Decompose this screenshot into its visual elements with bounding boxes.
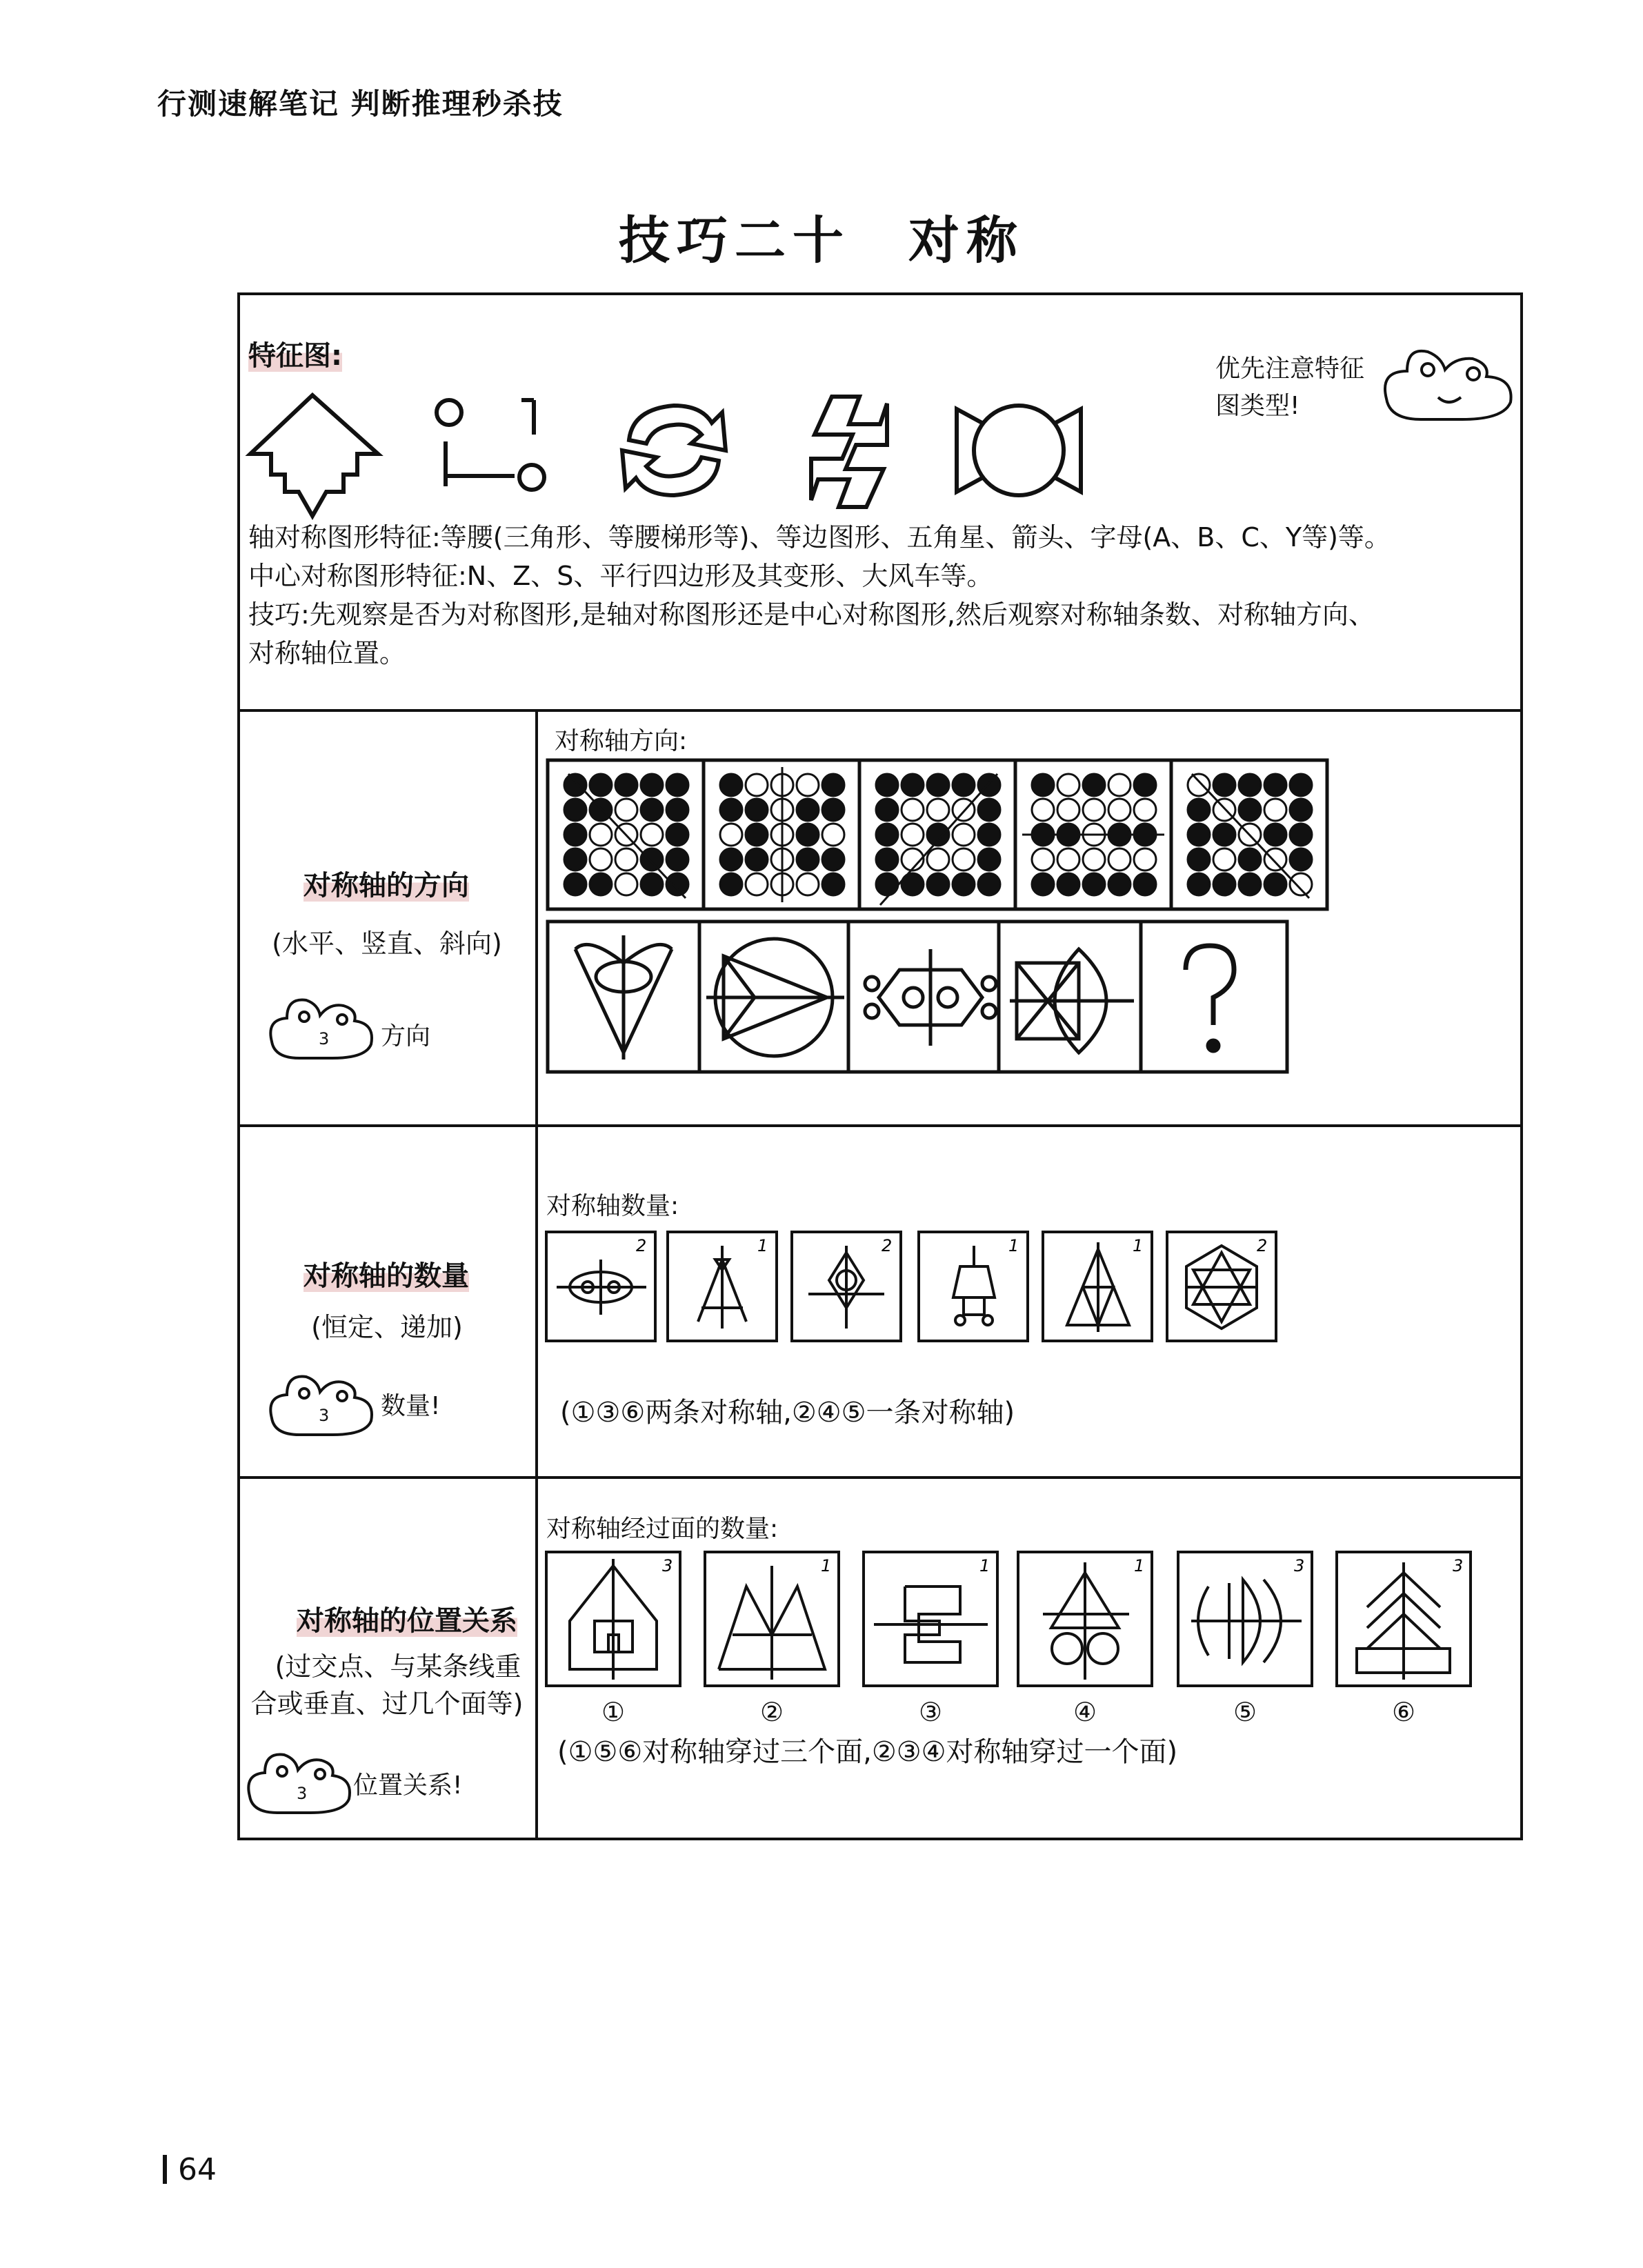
grid-dot	[1188, 799, 1210, 821]
grid-dot	[1134, 873, 1156, 895]
dot-grid-row	[548, 760, 1334, 912]
grid-dot	[876, 774, 898, 796]
s-block-figure	[874, 1586, 988, 1662]
grid-dot	[927, 848, 949, 871]
grid-dot	[564, 873, 586, 895]
grid-dot	[746, 799, 768, 821]
priority-note-line1: 优先注意特征	[1215, 355, 1365, 383]
grid-dot	[590, 873, 612, 895]
grid-dot	[822, 824, 844, 846]
frog-label-direction: 方向	[381, 1022, 431, 1051]
grid-dot	[1134, 848, 1156, 871]
grid-dot	[1057, 799, 1079, 821]
grid-dot	[797, 824, 819, 846]
grid-dot	[615, 799, 637, 821]
grid-dot	[978, 799, 1000, 821]
grid-dot	[797, 873, 819, 895]
grid-dot	[564, 774, 586, 796]
grid-dot	[1264, 848, 1286, 871]
grid-dot	[1057, 774, 1079, 796]
grid-dot	[641, 799, 663, 821]
page-number-bar	[163, 2155, 167, 2184]
surface-count-badge: 3	[1453, 1556, 1464, 1575]
axis-count-badge: 1	[757, 1236, 768, 1255]
axis-count-badge: 1	[1133, 1236, 1144, 1255]
grid-dot	[1188, 873, 1210, 895]
arrow-shape-icon	[247, 392, 385, 523]
grid-dot	[641, 873, 663, 895]
grid-dot	[720, 848, 742, 871]
svg-text:3: 3	[297, 1784, 308, 1803]
grid-dot	[1188, 848, 1210, 871]
tree-figure	[1357, 1562, 1450, 1680]
grid-dot	[797, 799, 819, 821]
grid-dot	[1264, 799, 1286, 821]
running-header: 行测速解笔记 判断推理秒杀技	[157, 87, 564, 121]
surface-count-badge: 3	[662, 1556, 673, 1575]
grid-dot	[720, 799, 742, 821]
grid-dot	[1083, 774, 1105, 796]
grid-dot	[564, 848, 586, 871]
grid-dot	[978, 824, 1000, 846]
grid-dot	[641, 774, 663, 796]
grid-dot	[822, 799, 844, 821]
figure-number-2: ②	[760, 1697, 784, 1727]
frog-icon-position	[244, 1748, 355, 1817]
grid-dot	[720, 873, 742, 895]
grid-dot	[1290, 824, 1312, 846]
grid-dot	[1290, 774, 1312, 796]
grid-dot	[1290, 848, 1312, 871]
grid-dot	[1213, 873, 1235, 895]
grid-dot	[564, 799, 586, 821]
grid-dot	[902, 774, 924, 796]
frog-icon	[1380, 344, 1517, 426]
axis-position-title: 对称轴的位置关系	[297, 1605, 517, 1637]
svg-text:3: 3	[319, 1029, 330, 1048]
grid-dot	[1108, 799, 1131, 821]
surface-count-badge: 1	[1134, 1556, 1145, 1575]
hexagon-star-figure	[1186, 1246, 1257, 1329]
grid-dot	[1290, 873, 1312, 895]
feature-label: 特征图:	[248, 340, 342, 372]
grid-dot	[564, 824, 586, 846]
frog-label-position: 位置关系!	[353, 1771, 463, 1800]
grid-dot	[615, 774, 637, 796]
grid-dot	[1032, 799, 1054, 821]
axis-direction-label: 对称轴方向:	[555, 727, 688, 755]
grid-dot	[1188, 774, 1210, 796]
grid-dot	[902, 824, 924, 846]
grid-dot	[720, 774, 742, 796]
grid-dot	[876, 799, 898, 821]
grid-dot	[953, 774, 975, 796]
grid-dot	[746, 774, 768, 796]
grid-dot	[1213, 774, 1235, 796]
grid-dot	[927, 799, 949, 821]
grid-dot	[590, 774, 612, 796]
grid-dot	[1108, 873, 1131, 895]
page-number: 64	[178, 2152, 217, 2187]
axis-position-sub1: (过交点、与某条线重	[275, 1651, 521, 1682]
ellipse-figure	[557, 1260, 646, 1315]
grid-dot	[1264, 824, 1286, 846]
axis-position-note: (①⑤⑥对称轴穿过三个面,②③④对称轴穿过一个面)	[557, 1736, 1178, 1768]
page-title: 技巧二十 对称	[619, 211, 1024, 270]
clover-figure	[1043, 1562, 1129, 1680]
axis-count-badge: 2	[1257, 1236, 1268, 1255]
grid-dot	[876, 848, 898, 871]
grid-dot	[746, 873, 768, 895]
grid-dot	[666, 848, 688, 871]
grid-dot	[1239, 799, 1261, 821]
grid-dot	[1057, 873, 1079, 895]
tip-text: 技巧:先观察是否为对称图形,是轴对称图形还是中心对称图形,然后观察对称轴条数、对称轴方向、	[248, 599, 1375, 630]
grid-dot	[822, 848, 844, 871]
grid-dot	[1188, 824, 1210, 846]
axis-count-sub: (恒定、递加)	[311, 1312, 463, 1342]
svg-text:3: 3	[319, 1406, 330, 1425]
grid-dot	[1108, 774, 1131, 796]
circle-lines-icon	[432, 393, 549, 504]
axis-count-note: (①③⑥两条对称轴,②④⑤一条对称轴)	[560, 1397, 1015, 1429]
grid-dot	[1213, 824, 1235, 846]
grid-dot	[666, 774, 688, 796]
grid-dot	[746, 848, 768, 871]
direction-shapes-row	[548, 922, 1306, 1073]
figure-number-5: ⑤	[1233, 1697, 1257, 1727]
grid-dot	[1083, 848, 1105, 871]
grid-dot	[1264, 873, 1286, 895]
heart-triangle-figure	[575, 935, 672, 1060]
axis-count-figures	[546, 1232, 1305, 1349]
figure-number-1: ①	[601, 1697, 626, 1727]
grid-dot	[876, 873, 898, 895]
arc-stack-figure	[1191, 1580, 1302, 1662]
axis-count-badge: 2	[636, 1236, 647, 1255]
grid-dot	[1134, 774, 1156, 796]
recycle-arrows-icon	[615, 392, 733, 509]
lamp-figure	[953, 1246, 995, 1325]
triangle-figure-a	[698, 1246, 746, 1329]
axis-direction-sub: (水平、竖直、斜向)	[272, 928, 502, 959]
frog-icon-direction	[266, 993, 377, 1062]
grid-dot	[615, 848, 637, 871]
grid-dot	[720, 824, 742, 846]
triforce-figure	[1067, 1242, 1129, 1332]
grid-dot	[590, 824, 612, 846]
grid-dot	[1108, 848, 1131, 871]
grid-dot	[822, 774, 844, 796]
grid-dot	[1264, 774, 1286, 796]
axial-symmetry-text: 轴对称图形特征:等腰(三角形、等腰梯形等)、等边图形、五角星、箭头、字母(A、B、C、Y等)等。	[248, 522, 1391, 553]
axis-count-badge: 1	[1008, 1236, 1019, 1255]
grid-dot	[797, 848, 819, 871]
figure-number-3: ③	[919, 1697, 943, 1727]
grid-dot	[1239, 873, 1261, 895]
grid-dot	[927, 774, 949, 796]
axis-position-figures	[546, 1552, 1512, 1690]
frog-label-count: 数量!	[381, 1392, 441, 1420]
grid-dot	[666, 799, 688, 821]
grid-dot	[1134, 799, 1156, 821]
axis-count-title: 对称轴的数量	[303, 1260, 469, 1292]
axis-position-label: 对称轴经过面的数量:	[546, 1515, 779, 1543]
grid-dot	[615, 873, 637, 895]
grid-dot	[927, 824, 949, 846]
grid-dot	[590, 848, 612, 871]
grid-dot	[797, 774, 819, 796]
priority-note-line2: 图类型!	[1215, 392, 1300, 420]
figure-number-4: ④	[1073, 1697, 1097, 1727]
grid-dot	[666, 824, 688, 846]
grid-dot	[1239, 774, 1261, 796]
grid-dot	[1083, 799, 1105, 821]
box-crescent-figure	[1010, 949, 1134, 1053]
surface-count-badge: 1	[821, 1556, 832, 1575]
bowtie-circle-icon	[953, 399, 1084, 502]
grid-dot	[978, 848, 1000, 871]
grid-dot	[1032, 848, 1054, 871]
spade-figure	[808, 1246, 884, 1329]
surface-count-badge: 3	[1294, 1556, 1305, 1575]
grid-dot	[978, 873, 1000, 895]
surface-count-badge: 1	[979, 1556, 990, 1575]
axis-direction-title: 对称轴的方向	[303, 870, 469, 902]
figure-number-row	[546, 1697, 1512, 1727]
grid-dot	[902, 799, 924, 821]
central-symmetry-text: 中心对称图形特征:N、Z、S、平行四边形及其变形、大风车等。	[248, 561, 993, 591]
grid-dot	[746, 824, 768, 846]
frog-icon-count	[266, 1370, 377, 1439]
house-figure	[570, 1559, 657, 1680]
axis-position-sub2: 合或垂直、过几个面等)	[250, 1689, 524, 1719]
grid-dot	[1083, 873, 1105, 895]
circle-triangle-figure	[706, 939, 844, 1056]
figure-number-6: ⑥	[1392, 1697, 1416, 1727]
grid-dot	[876, 824, 898, 846]
grid-dot	[1032, 774, 1054, 796]
tip-text-cont: 对称轴位置。	[248, 638, 406, 668]
hexagon-figure	[865, 949, 996, 1046]
grid-dot	[953, 873, 975, 895]
grid-dot	[1057, 848, 1079, 871]
grid-dot	[927, 873, 949, 895]
axis-count-label: 对称轴数量:	[546, 1192, 679, 1220]
grid-dot	[1213, 848, 1235, 871]
grid-dot	[641, 848, 663, 871]
grid-dot	[953, 848, 975, 871]
question-mark-figure	[1186, 946, 1234, 1051]
axis-count-badge: 2	[882, 1236, 893, 1255]
grid-dot	[953, 824, 975, 846]
pinwheel-icon	[784, 393, 894, 510]
grid-dot	[1239, 848, 1261, 871]
grid-dot	[1290, 799, 1312, 821]
grid-dot	[822, 873, 844, 895]
grid-dot	[666, 873, 688, 895]
grid-dot	[641, 824, 663, 846]
mountain-figure	[719, 1566, 825, 1680]
grid-dot	[1032, 873, 1054, 895]
